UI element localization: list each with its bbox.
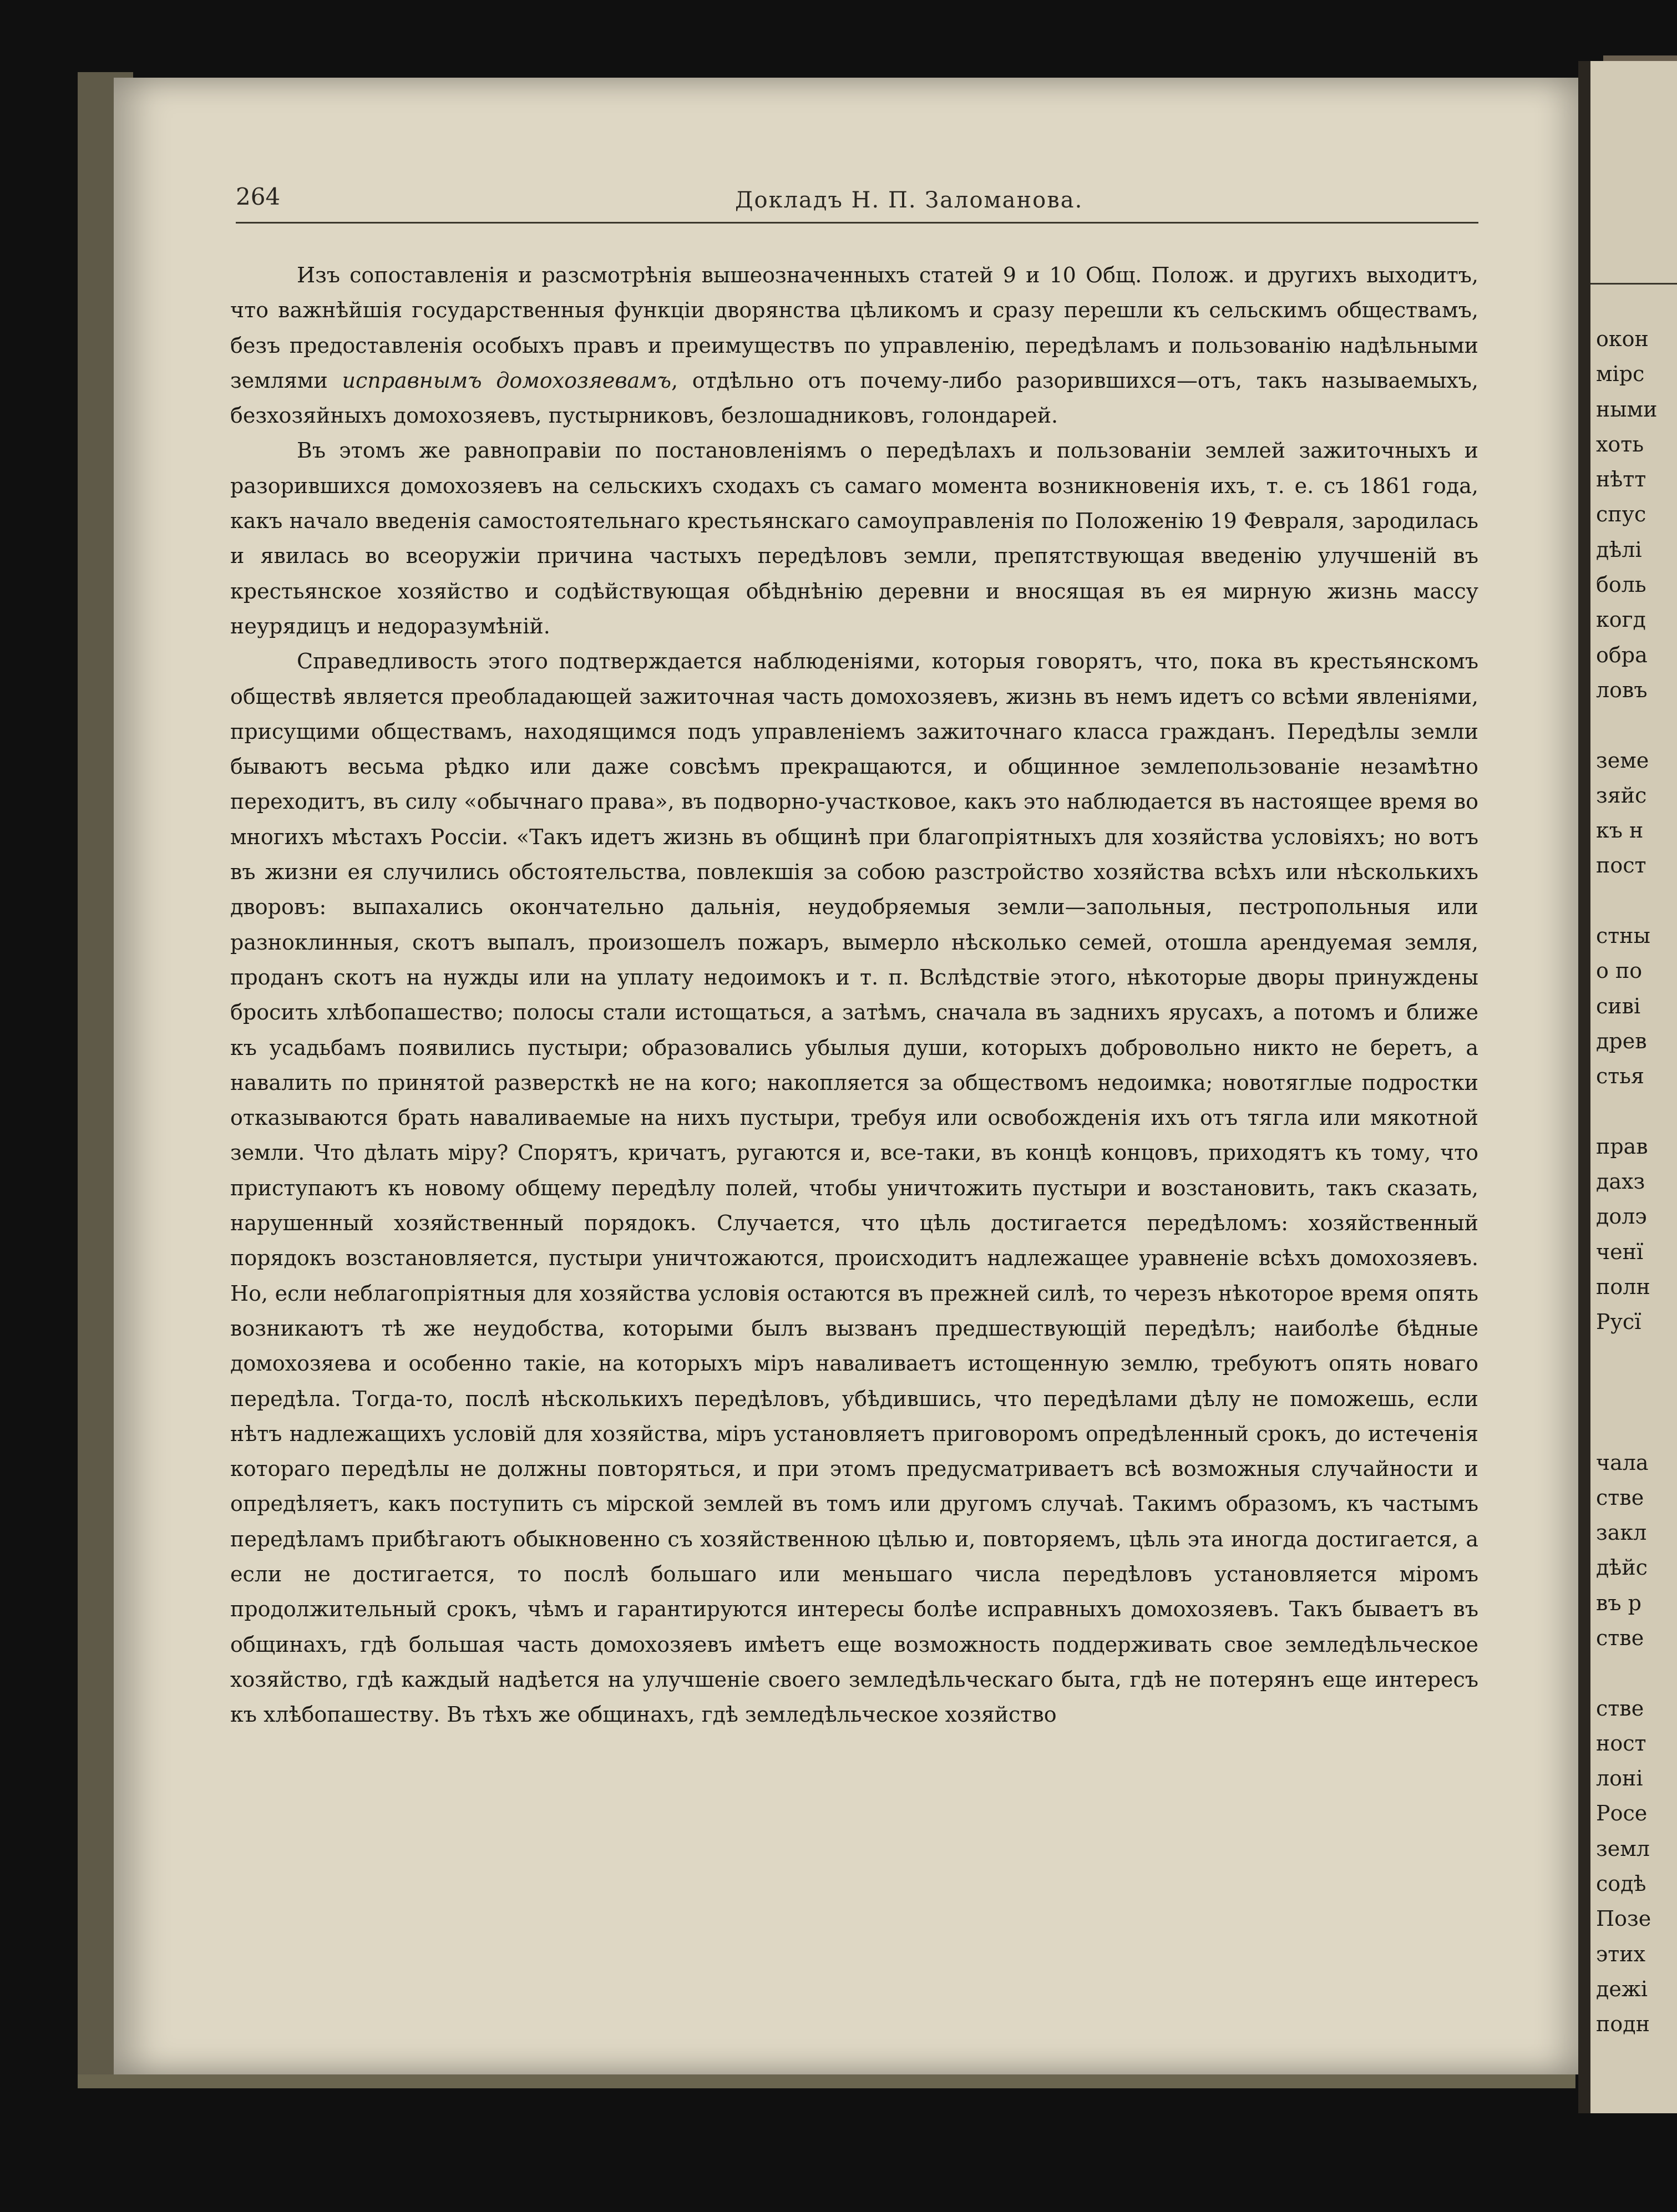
facing-page-fragment — [1596, 1656, 1677, 1691]
facing-page-fragments — [1596, 322, 1677, 2042]
page-header — [236, 183, 1478, 224]
facing-page-fragment: содѣ — [1596, 1871, 1646, 1896]
facing-page-fragment: стья — [1596, 1064, 1644, 1089]
facing-page-fragment — [1596, 1410, 1677, 1445]
body-text — [230, 258, 1478, 1732]
facing-page-fragment: стве — [1596, 1696, 1644, 1721]
facing-page-fragment — [1596, 884, 1677, 919]
facing-page-fragment: къ н — [1596, 818, 1644, 843]
facing-page-fragment: зяйс — [1596, 783, 1647, 808]
facing-page-fragment: ловъ — [1596, 677, 1648, 702]
facing-page-fragment: полн — [1596, 1275, 1650, 1300]
facing-page-fragment: дѣйс — [1596, 1555, 1648, 1580]
facing-page-fragment: окон — [1596, 327, 1649, 351]
facing-page-fragment: дежі — [1596, 1976, 1648, 2001]
paragraph: Въ этомъ же равноправіи по постановленіямъ о передѣлахъ и пользованіи землей зажиточныхъ и разорившихся домохозяевъ на сельскихъ сходахъ съ самаго момента возникновенія ихъ, т. е. съ 1861 года, какъ начало введенія самостоятельнаго крестьянскаго самоуправленія по Положенію 19 Февраля, зародилась и явилась во всеоружіи причина частыхъ передѣловъ земли, препятствующая введенію улучшеній въ крестьянское хозяйство и содѣйствующая обѣднѣнію деревни и вносящая въ ея мирную жизнь массу неурядицъ и недоразумѣній. — [230, 438, 1478, 638]
facing-page-edge — [1578, 61, 1677, 2113]
running-head: Докладъ Н. П. Заломанова. — [735, 187, 1083, 213]
facing-page-rule — [1590, 283, 1677, 285]
facing-page-fragment: боль — [1596, 572, 1646, 597]
facing-page-fragment: древ — [1596, 1028, 1647, 1053]
facing-page-fragment: нѣтт — [1596, 467, 1646, 492]
page-number: 264 — [236, 183, 281, 210]
paragraph: Справедливость этого подтверждается наблюденіями, которыя говорятъ, что, пока въ крестьянскомъ обществѣ является преобладающей зажиточная часть домохозяевъ, жизнь въ немъ идетъ со всѣми явленіями, присущими обществамъ, находящимся подъ управленіемъ зажиточнаго класса гражданъ. Передѣлы земли бываютъ весьма рѣдко или даже совсѣмъ прекращаются, и общинное землепользованіе незамѣтно переходитъ, въ силу «обычнаго права», въ подворно-участковое, какъ это наблюдается въ настоящее время во многихъ мѣстахъ Россіи. «Такъ идетъ жизнь въ общинѣ при благопріятныхъ для хозяйства условіяхъ; но вотъ въ жизни ея случились обстоятельства, повлекшія за собою разстройство хозяйства всѣхъ или нѣсколькихъ дворовъ: выпахались окончательно дальнія, неудобряемыя земли—запольныя, пестропольныя или разноклинныя, скотъ выпалъ, произошелъ пожаръ, вымерло нѣсколько семей, отошла арендуемая земля, проданъ скотъ на нужды или на уплату недоимокъ и т. п. Вслѣдствіе этого, нѣкоторые дворы принуждены бросить хлѣбопашество; полосы стали истощаться, а затѣмъ, сначала въ заднихъ ярусахъ, а потомъ и ближе къ усадьбамъ появились пустыри; образовались убылыя души, которыхъ добровольно никто не беретъ, а навалить по принятой разверсткѣ не на кого; накопляется за обществомъ недоимка; новотяглые подростки отказываются брать наваливаемые на нихъ пустыри, требуя или освобожденія ихъ отъ тягла или мякотной земли. Что дѣлать міру? Спорятъ, кричатъ, ругаются и, все-таки, въ концѣ концовъ, приходятъ къ тому, что приступаютъ къ новому общему передѣлу полей, чтобы уничтожить пустыри и возстановить, такъ сказать, нарушенный хозяйственный порядокъ. Случается, что цѣль достигается передѣломъ: хозяйственный порядокъ возстановляется, пустыри уничтожаются, происходитъ надлежащее уравненіе всѣхъ домохозяевъ. Но, если неблагопріятныя для хозяйства условія остаются въ прежней силѣ, то черезъ нѣкоторое время опять возникаютъ тѣ же неудобства, которыми былъ вызванъ предшествующій передѣлъ; наиболѣе бѣдные домохозяева и особенно такіе, на которыхъ міръ наваливаетъ истощенную землю, требуютъ опять новаго передѣла. Тогда-то, послѣ нѣсколькихъ передѣловъ, убѣдившись, что передѣлами дѣлу не поможешь, если нѣтъ надлежащихъ условій для хозяйства, міръ установляетъ приговоромъ опредѣленный срокъ, до истеченія котораго передѣлы не должны повторяться, и при этомъ предусматриваетъ всѣ возможныя случайности и опредѣляетъ, какъ поступить съ мірской землей въ томъ или другомъ случаѣ. Такимъ образомъ, къ частымъ передѣламъ прибѣгаютъ обыкновенно съ хозяйственною цѣлью и, повторяемъ, цѣль эта иногда достигается, а если не достигается, то послѣ большаго или меньшаго числа передѣловъ установляется міромъ продолжительный срокъ, чѣмъ и гарантируются интересы болѣе исправныхъ домохозяевъ. Такъ бываетъ въ общинахъ, гдѣ большая часть домохозяевъ имѣетъ еще возможность поддерживать свое земледѣльческое хозяйство, гдѣ каждый надѣется на улучшеніе своего земледѣльческаго быта, гдѣ не потерянъ еще интересъ къ хлѣбопашеству. Въ тѣхъ же общинахъ, гдѣ земледѣльческое хозяйство — [230, 649, 1478, 1727]
facing-page-fragment: стны — [1596, 924, 1650, 948]
facing-page-fragment: сиві — [1596, 993, 1641, 1018]
facing-page-fragment: прав — [1596, 1134, 1648, 1159]
facing-page-fragment: ными — [1596, 397, 1658, 422]
facing-page-fragment: ност — [1596, 1731, 1646, 1756]
facing-page-fragment: земе — [1596, 748, 1649, 773]
facing-page-fragment: дахз — [1596, 1169, 1645, 1194]
facing-page-fragment: подн — [1596, 2012, 1650, 2037]
emphasis-text: исправнымъ домохозяевамъ — [342, 368, 671, 393]
facing-page-fragment: хоть — [1596, 432, 1644, 456]
facing-page-fragment: этих — [1596, 1941, 1646, 1966]
facing-page-fragment: стве — [1596, 1625, 1644, 1650]
facing-page-fragment: когд — [1596, 607, 1646, 632]
facing-page-fragment — [1596, 1375, 1677, 1410]
facing-page-fragment: земл — [1596, 1836, 1650, 1861]
facing-page-fragment — [1596, 1340, 1677, 1375]
facing-page-fragment: Позе — [1596, 1906, 1651, 1931]
facing-page-fragment — [1596, 708, 1677, 743]
facing-page-fragment: лоні — [1596, 1766, 1643, 1791]
facing-page-fragment: стве — [1596, 1485, 1644, 1510]
facing-page-fragment: ченї — [1596, 1239, 1644, 1264]
facing-page-fragment: о по — [1596, 958, 1643, 983]
facing-page-fragment: мірс — [1596, 362, 1645, 387]
facing-page-fragment: обра — [1596, 642, 1648, 667]
facing-page-fragment: въ р — [1596, 1590, 1641, 1615]
facing-page-fragment: спус — [1596, 502, 1646, 527]
facing-page-fragment: Русї — [1596, 1310, 1641, 1335]
book-cover-edge-bottom — [78, 2074, 1575, 2088]
facing-page-fragment — [1596, 1094, 1677, 1129]
facing-page-fragment: долэ — [1596, 1204, 1647, 1229]
facing-page-fragment: пост — [1596, 853, 1646, 878]
facing-page-fragment: дѣлі — [1596, 537, 1642, 562]
facing-page-fragment: чала — [1596, 1450, 1649, 1475]
facing-page-fragment: закл — [1596, 1520, 1647, 1545]
facing-page-fragment: Росе — [1596, 1801, 1648, 1826]
paragraph: Изъ сопоставленія и разсмотрѣнія вышеозначенныхъ статей 9 и 10 Общ. Полож. и другихъ выходитъ, что важнѣйшія государственныя функціи дворянства цѣликомъ и сразу перешли къ сельскимъ обществамъ, безъ предоставленія особыхъ правъ и преимуществъ по управленію, передѣламъ и пользованію надѣльными землями исправнымъ домохозяевамъ, отдѣльно отъ почему-либо разорившихся—отъ, такъ называемыхъ, безхозяйныхъ домохозяевъ, пустырниковъ, безлошадниковъ, голондарей. — [230, 263, 1478, 428]
